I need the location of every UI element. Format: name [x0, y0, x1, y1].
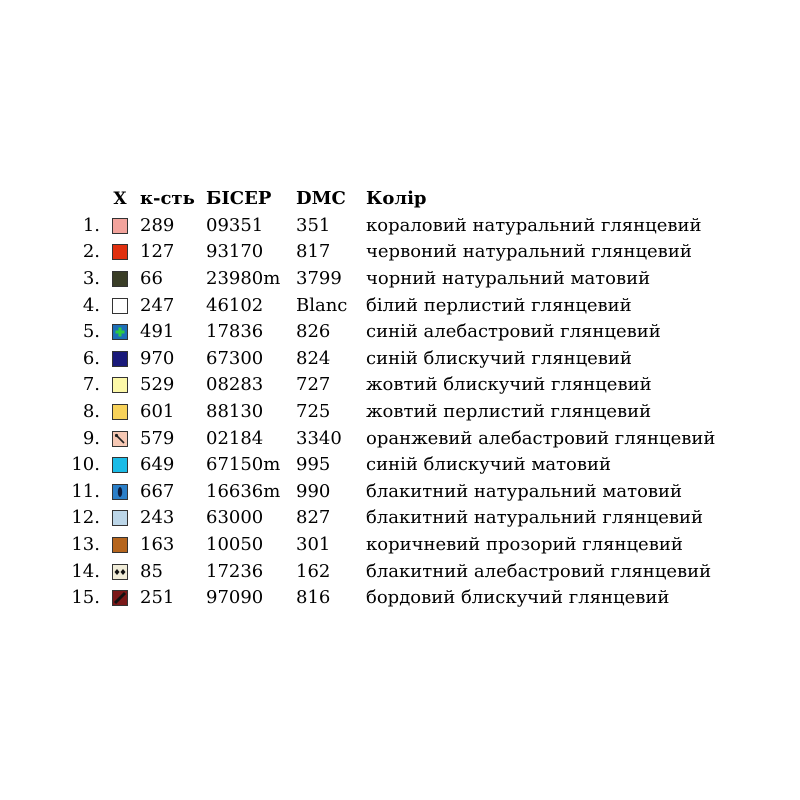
- bead-code: 02184: [206, 427, 264, 449]
- bead-code: 23980m: [206, 268, 281, 290]
- quantity: 243: [140, 507, 175, 529]
- dmc-code: Blanc: [296, 294, 348, 316]
- symbol-cell: [106, 271, 134, 287]
- symbol-cell: [106, 590, 134, 606]
- color-swatch: [112, 590, 128, 606]
- bead-code: 16636m: [206, 480, 281, 502]
- symbol-cell: [106, 457, 134, 473]
- bead-code: 88130: [206, 401, 264, 423]
- legend-row: [60, 585, 760, 612]
- symbol-cell: [106, 510, 134, 526]
- symbol-cell: [106, 244, 134, 260]
- row-number: 2.: [82, 241, 100, 263]
- legend-row: [60, 505, 760, 532]
- legend-row: [60, 266, 760, 293]
- symbol-cell: [106, 564, 134, 580]
- color-name: синій блискучий матовий: [366, 454, 612, 476]
- legend-row: [60, 346, 760, 373]
- color-swatch: [112, 431, 128, 447]
- legend-row: [60, 532, 760, 559]
- color-name: білий перлистий глянцевий: [366, 294, 632, 316]
- color-name: синій алебастровий глянцевий: [366, 321, 661, 343]
- header-symbol: X: [113, 188, 127, 209]
- row-number: 15.: [71, 587, 100, 609]
- color-name: синій блискучий глянцевий: [366, 347, 632, 369]
- symbol-cell: [106, 218, 134, 234]
- dmc-code: 727: [296, 374, 331, 396]
- bead-code: 17836: [206, 321, 264, 343]
- ellipse-icon: [113, 485, 127, 499]
- color-swatch: [112, 324, 128, 340]
- legend-row: [60, 425, 760, 452]
- dmc-code: 826: [296, 321, 331, 343]
- quantity: 601: [140, 401, 175, 423]
- color-swatch: [112, 377, 128, 393]
- color-swatch: [112, 457, 128, 473]
- quantity: 247: [140, 294, 175, 316]
- row-number: 14.: [71, 560, 100, 582]
- bead-legend-table: [60, 186, 760, 612]
- row-number: 1.: [82, 214, 100, 236]
- dmc-code: 3340: [296, 427, 342, 449]
- slash-icon: [113, 591, 127, 605]
- quantity: 85: [140, 560, 163, 582]
- symbol-cell: [106, 404, 134, 420]
- bead-code: 08283: [206, 374, 264, 396]
- dmc-code: 990: [296, 480, 331, 502]
- dmc-code: 3799: [296, 268, 342, 290]
- color-name: блакитний алебастровий глянцевий: [366, 560, 712, 582]
- dmc-code: 995: [296, 454, 331, 476]
- symbol-cell: [106, 324, 134, 340]
- header-qty: к-сть: [140, 188, 195, 210]
- dmc-code: 817: [296, 241, 331, 263]
- row-number: 4.: [82, 294, 100, 316]
- legend-row: [60, 319, 760, 346]
- dmc-code: 162: [296, 560, 331, 582]
- quantity: 163: [140, 534, 175, 556]
- symbol-cell: [106, 377, 134, 393]
- legend-row: [60, 239, 760, 266]
- dmc-code: 827: [296, 507, 331, 529]
- color-swatch: [112, 298, 128, 314]
- dmc-code: 725: [296, 401, 331, 423]
- legend-row: [60, 399, 760, 426]
- color-name: жовтий перлистий глянцевий: [366, 401, 652, 423]
- color-swatch: [112, 537, 128, 553]
- bead-code: 10050: [206, 534, 264, 556]
- color-name: чорний натуральний матовий: [366, 268, 651, 290]
- diamonds-icon: [113, 565, 127, 579]
- bead-code: 09351: [206, 214, 264, 236]
- legend-row: [60, 479, 760, 506]
- bead-code: 97090: [206, 587, 264, 609]
- row-number: 8.: [82, 401, 100, 423]
- quantity: 667: [140, 480, 175, 502]
- pin-icon: [113, 432, 127, 446]
- color-swatch: [112, 271, 128, 287]
- legend-row: [60, 558, 760, 585]
- quantity: 529: [140, 374, 175, 396]
- color-name: блакитний натуральний глянцевий: [366, 507, 703, 529]
- header-color: Колір: [366, 188, 427, 210]
- color-name: бордовий блискучий глянцевий: [366, 587, 670, 609]
- quantity: 491: [140, 321, 175, 343]
- dmc-code: 816: [296, 587, 331, 609]
- row-number: 5.: [82, 321, 100, 343]
- legend-rows: [60, 213, 760, 612]
- dmc-code: 301: [296, 534, 331, 556]
- color-swatch: [112, 351, 128, 367]
- color-swatch: [112, 484, 128, 500]
- legend-header-row: [60, 186, 760, 213]
- color-name: жовтий блискучий глянцевий: [366, 374, 652, 396]
- bead-code: 17236: [206, 560, 264, 582]
- symbol-cell: [106, 431, 134, 447]
- bead-code: 63000: [206, 507, 264, 529]
- header-dmc: DMC: [296, 188, 346, 210]
- color-name: блакитний натуральний матовий: [366, 480, 683, 502]
- row-number: 12.: [71, 507, 100, 529]
- row-number: 10.: [71, 454, 100, 476]
- quantity: 289: [140, 214, 175, 236]
- legend-row: [60, 452, 760, 479]
- bead-code: 67150m: [206, 454, 281, 476]
- row-number: 9.: [82, 427, 100, 449]
- legend-row: [60, 213, 760, 240]
- color-swatch: [112, 218, 128, 234]
- row-number: 6.: [82, 347, 100, 369]
- row-number: 3.: [82, 268, 100, 290]
- bead-code: 46102: [206, 294, 264, 316]
- dmc-code: 351: [296, 214, 331, 236]
- plus-icon: [113, 325, 127, 339]
- color-swatch: [112, 564, 128, 580]
- color-swatch: [112, 510, 128, 526]
- bead-code: 93170: [206, 241, 264, 263]
- symbol-cell: [106, 537, 134, 553]
- quantity: 579: [140, 427, 175, 449]
- symbol-cell: [106, 298, 134, 314]
- quantity: 251: [140, 587, 175, 609]
- row-number: 11.: [71, 480, 100, 502]
- color-swatch: [112, 244, 128, 260]
- symbol-cell: [106, 351, 134, 367]
- quantity: 970: [140, 347, 175, 369]
- color-swatch: [112, 404, 128, 420]
- color-name: червоний натуральний глянцевий: [366, 241, 692, 263]
- color-name: оранжевий алебастровий глянцевий: [366, 427, 716, 449]
- quantity: 127: [140, 241, 175, 263]
- quantity: 649: [140, 454, 175, 476]
- row-number: 7.: [82, 374, 100, 396]
- color-name: кораловий натуральний глянцевий: [366, 214, 702, 236]
- header-bead: БІСЕР: [206, 188, 272, 210]
- color-name: коричневий прозорий глянцевий: [366, 534, 683, 556]
- dmc-code: 824: [296, 347, 331, 369]
- bead-code: 67300: [206, 347, 264, 369]
- quantity: 66: [140, 268, 163, 290]
- row-number: 13.: [71, 534, 100, 556]
- legend-row: [60, 292, 760, 319]
- symbol-cell: [106, 484, 134, 500]
- legend-row: [60, 372, 760, 399]
